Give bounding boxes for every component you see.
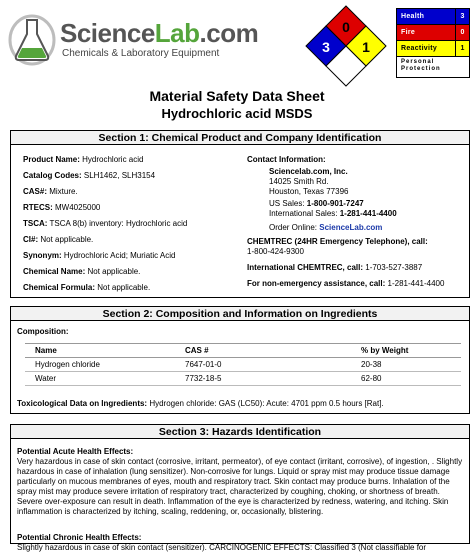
document-title: Material Safety Data Sheet [149, 88, 325, 104]
hmis-fire-label: Fire [401, 29, 416, 36]
flask-icon [8, 10, 56, 68]
intl-sales-row: International Sales: 1-281-441-4400 [269, 209, 397, 218]
acute-effects-label: Potential Acute Health Effects: [17, 447, 134, 456]
nfpa-fire-value: 0 [342, 19, 350, 35]
nfpa-reactivity-value: 1 [362, 39, 370, 55]
hmis-label [396, 8, 470, 78]
chemtrec-phone: 1-800-424-9300 [247, 247, 304, 256]
hmis-reactivity-row [397, 41, 469, 57]
cas-row: CAS#: Mixture. [23, 187, 78, 196]
rtecs-row: RTECS: MW4025000 [23, 203, 101, 212]
section-2-heading: Section 2: Composition and Information on Ingredients [11, 307, 469, 321]
chronic-effects-text: Slightly hazardous in case of skin contact (sensitizer). CARCINOGENIC EFFECTS: Classified 3 (Not classifiable for [17, 543, 427, 552]
synonym-row: Synonym: Hydrochloric Acid; Muriatic Acid [23, 251, 176, 260]
section-2-composition [10, 306, 470, 414]
ingredient-weight: 62-80 [351, 372, 461, 386]
company-street: 14025 Smith Rd. [269, 177, 329, 186]
ingredient-weight: 20-38 [351, 358, 461, 372]
sciencelab-logo[interactable] [8, 4, 259, 70]
hmis-health-value: 3 [455, 9, 469, 24]
hmis-ppe-label-2: Protection [401, 66, 441, 72]
contact-info-label: Contact Information: [247, 155, 326, 164]
non-emergency-row: For non-emergency assistance, call: 1-281-441-4400 [247, 279, 445, 288]
acute-effects-text: Very hazardous in case of skin contact (corrosive, irritant, permeator), of eye contact (irritant, corrosive), of ingestion, . Slightly hazardous in case of inhalation (lung sensitizer). Non-corrosive for lungs. Liquid or spray mist may produce tissue damage particularly on mucous membranes of eyes, mouth and respiratory tract. Skin contact may produce burns. Inhalation of the spray mist may produce severe irritation of respiratory tract, characterized by coughing, choking, or shortness of breath. Severe over-exposure can result in death. Inflammation of the eye is characterized by redness, watering, and itching. Skin inflammation is characterized by itching, scaling, reddening, or, occasionally, blistering. [17, 457, 463, 516]
hmis-ppe-label-1: Personal [401, 59, 435, 65]
nfpa-diamond [306, 6, 386, 86]
ingredient-cas: 7647-01-0 [175, 358, 351, 372]
us-sales-row: US Sales: 1-800-901-7247 [269, 199, 364, 208]
hmis-ppe-row [397, 57, 469, 77]
hmis-fire-value: 0 [455, 25, 469, 40]
logo-tagline: Chemicals & Laboratory Equipment [62, 48, 220, 59]
ingredient-cas: 7732-18-5 [175, 372, 351, 386]
nfpa-health-value: 3 [322, 39, 330, 55]
column-header-weight: % by Weight [351, 344, 461, 358]
catalog-codes-row: Catalog Codes: SLH1462, SLH3154 [23, 171, 156, 180]
ingredient-name: Hydrogen chloride [25, 358, 175, 372]
company-city: Houston, Texas 77396 [269, 187, 349, 196]
tsca-row: TSCA: TSCA 8(b) inventory: Hydrochloric acid [23, 219, 188, 228]
order-online-link[interactable]: ScienceLab.com [319, 223, 383, 232]
product-name-row: Product Name: Hydrochloric acid [23, 155, 144, 164]
intl-chemtrec-row: International CHEMTREC, call: 1-703-527-3887 [247, 263, 423, 272]
composition-label: Composition: [17, 327, 69, 336]
hmis-reactivity-value: 1 [455, 41, 469, 56]
column-header-cas: CAS # [175, 344, 351, 358]
section-3-heading: Section 3: Hazards Identification [11, 425, 469, 439]
chemtrec-label: CHEMTREC (24HR Emergency Telephone), call: [247, 237, 428, 246]
hmis-reactivity-label: Reactivity [401, 45, 438, 52]
hmis-health-row [397, 9, 469, 25]
logo-wordmark: ScienceLab.com [60, 18, 259, 48]
section-3-hazards [10, 424, 470, 552]
ci-row: CI#: Not applicable. [23, 235, 94, 244]
table-header-row [25, 344, 461, 358]
chemical-name-row: Chemical Name: Not applicable. [23, 267, 141, 276]
chemical-formula-row: Chemical Formula: Not applicable. [23, 283, 151, 292]
section-1-heading: Section 1: Chemical Product and Company Identification [11, 131, 469, 145]
toxicological-data-row: Toxicological Data on Ingredients: Hydrogen chloride: GAS (LC50): Acute: 4701 ppm 0.5 hours [Rat]. [17, 399, 384, 408]
order-online-row: Order Online: ScienceLab.com [269, 223, 383, 232]
chronic-effects-label: Potential Chronic Health Effects: [17, 533, 142, 542]
column-header-name: Name [25, 344, 175, 358]
company-name: Sciencelab.com, Inc. [269, 167, 348, 176]
table-row [25, 358, 461, 372]
document-subtitle: Hydrochloric acid MSDS [161, 106, 313, 121]
table-row [25, 372, 461, 386]
ingredient-name: Water [25, 372, 175, 386]
hmis-health-label: Health [401, 13, 425, 20]
composition-table [25, 343, 461, 386]
hmis-fire-row [397, 25, 469, 41]
section-1-identification [10, 130, 470, 298]
